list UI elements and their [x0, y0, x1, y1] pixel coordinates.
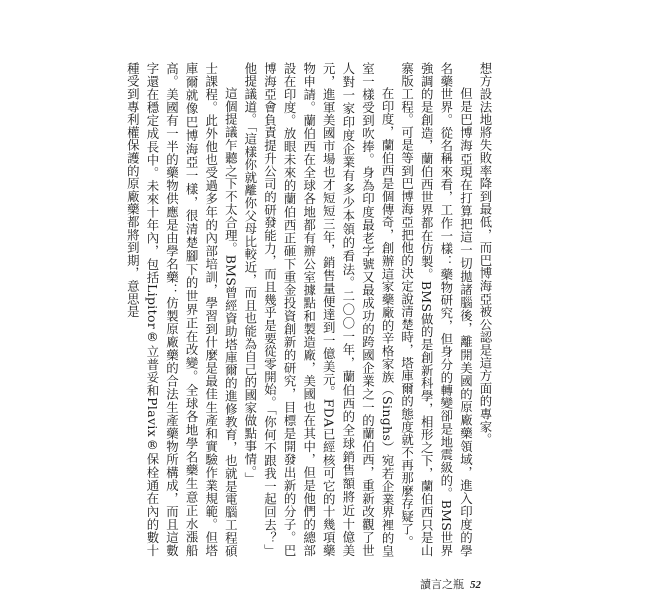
running-title: 讀言之瓶	[420, 579, 464, 591]
paragraph: 但是巴博海亞現在打算把這一切拋諸腦後，離開美國的原廠藥領域，進入印度的學名藥世界。從名稱來看，工作一樣：藥物研究，但身分的轉變卻是地震級的。BMS世界強調的是創造，蘭伯西世界都在仿製。BMS做的是創新科學，相形之下，蘭伯西只是山寨版工程。可是等到巴博海亞把他的決定說清楚時，塔庫爾的態度就不再那麼存疑了。	[399, 62, 474, 557]
paragraph: 這個提議乍聽之下不太合理。BMS曾經資助塔庫爾的進修教育，也就是電腦工程碩士課程。此外他也受過多年的內部培訓，學習到什麼是最佳生產和實驗作業規範。但塔庫爾就像巴博海亞一樣，很清楚腳下的世界正在改變。全球各地學名藥生意正水漲船高。美國有一半的藥物供應是由學名藥：仿製原廠藥的合法生產藥物所構成，而且這數字還在穩定成長中。未來十年內，包括Lipitor®立普妥和Plavix®保栓通在內的數十種受到專利權保護的原廠藥都將到期，意思是	[125, 62, 239, 557]
page-number: 52	[470, 579, 481, 591]
paragraph: 想方設法地將失敗率降到最低，而巴博海亞被公認是這方面的專家。	[478, 62, 493, 446]
body-text	[123, 62, 495, 557]
page-footer	[420, 576, 481, 592]
paragraph: 在印度，蘭伯西是個傳奇，創辦這家藥廠的辛格家族（Singhs）宛若企業界裡的皇室一樣受到吹捧。身為印度最老字號又最成功的跨國企業之一的蘭伯西，重新改觀了世人對一家印度企業有多少本領的看法。二〇〇一年，蘭伯西的全球銷售額將近十億美元，進軍美國市場也才短短三年，銷售量便達到一億美元。FDA已經核可它的十幾項藥物申請。蘭伯西在全球各地都有辦公室據點和製造廠，美國也在其中，但是他們的總部設在印度。放眼未來的蘭伯西正砸下重金投資創新的研究，目標是開發出新的分子。巴博海亞會負責提升公司的研發能力，而且幾乎是要從零開始。「你何不跟我一起回去？」他提議道。「這樣你就離你父母比較近，而且也能為自己的國家做點事情。」	[242, 62, 396, 557]
